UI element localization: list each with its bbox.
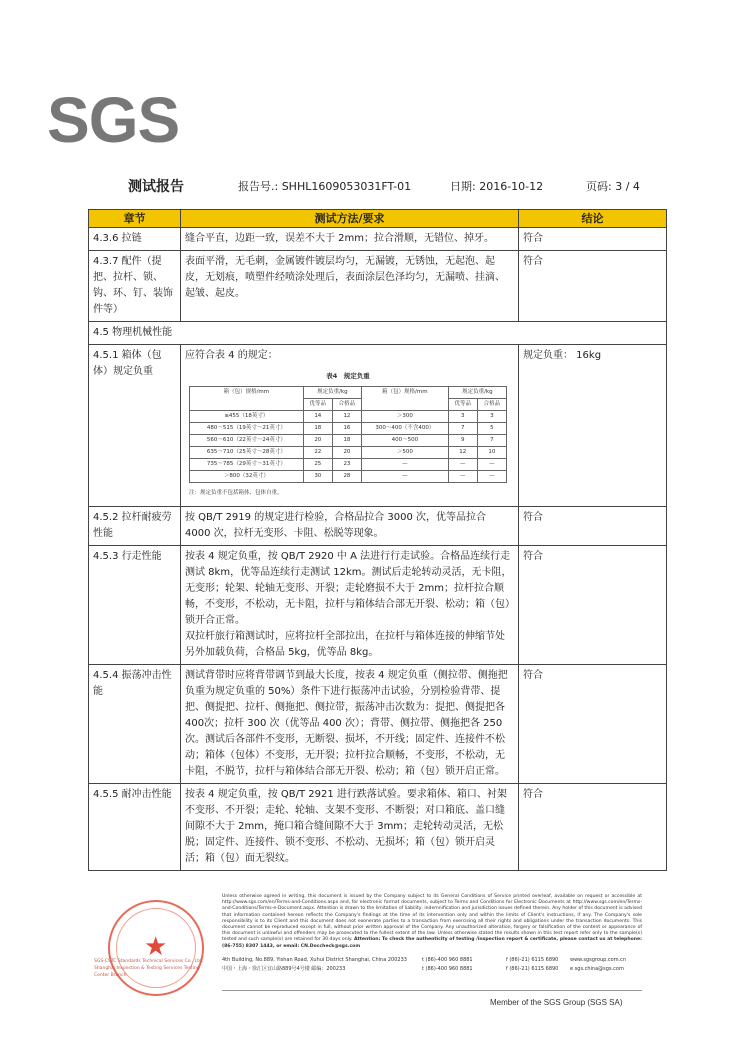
load-cell: 18 [303,423,332,435]
row-result: 符合 [519,228,667,251]
load-table-row [190,459,507,471]
load-table-row [190,471,507,483]
load-cell: 28 [332,471,361,483]
table-row [89,345,667,507]
row-method-text: 应符合表 4 的规定： [185,350,278,361]
row-section: 4.5.2 拉杆耐疲劳性能 [89,507,181,546]
row-method: 测试背带时应将背带调节到最大长度，按表 4 规定负重（侧拉带、侧拖把负重为规定负重的 50%）条件下进行振荡冲击试验，分别检验背带、提把、侧提把、拉杆、侧拖把、侧拉带，振荡冲击次数为：提把、侧提把各 400次；拉杆 300 次（优等品 400 次）；背带、侧拉带、侧拖把各 250次。测试后各部件不变形，无断裂、损坏，不开线；固定件、连接件不松动；箱体（包体）不变形，无开裂；拉杆拉合顺畅，不变形，不松动，无卡阻，不脱节，拉杆与箱体结合部无开裂、松动；箱（包）锁开启正常。 [181,665,519,784]
load-cell: 20 [332,447,361,459]
load-cell: 10 [477,447,506,459]
load-cell: ≤455（18英寸） [190,411,304,423]
address-row-en [222,956,642,965]
load-cell: 25 [303,459,332,471]
report-header [128,176,668,194]
load-cell: 735～785（29英寸～31英寸） [190,459,304,471]
load-cell: ＞300 [362,411,449,423]
load-cell: 5 [477,423,506,435]
authenticity-notice: Attention: To check the authenticity of testing /inspection report & certificate, please contact us at telephone: (86-755) 8307 1443, or email: CN.Doccheck@sgs.com [222,937,642,949]
load-cell: 12 [448,447,477,459]
group-title: 4.5 物理机械性能 [89,322,667,345]
load-cell: — [362,471,449,483]
row-section: 4.5.3 行走性能 [89,546,181,665]
load-table-figure [189,368,507,501]
row-method: 表面平滑，无毛刺，金属镀件镀层均匀，无漏镀，无锈蚀，无起泡、起皮，无划痕，喷塑件经喷涂处理后，表面涂层色泽均匀，无漏喷、挂滴、起皱、起皮。 [181,251,519,322]
report-number: 报告号.: SHHL1609053031FT-01 [238,180,412,193]
load-cell: 12 [332,411,361,423]
row-method: 按 QB/T 2919 的规定进行检验，合格品拉合 3000 次，优等品拉合 4000 次，拉杆无变形、卡阻、松脱等现象。 [181,507,519,546]
load-cell: 16 [332,423,361,435]
load-cell: 9 [448,435,477,447]
page-number: 页码: 3 / 4 [586,180,640,193]
table-row [89,228,667,251]
row-method-text-2: 双拉杆旅行箱测试时，应将拉杆全部拉出，在拉杆与箱体连接的伸缩节处另外加载负荷，合格品 5kg，优等品 8kg。 [185,631,505,658]
load-table-row [190,435,507,447]
load-cell: 23 [332,459,361,471]
address-row-cn [222,965,642,974]
load-table-head: 合格品 [332,399,361,411]
load-table-caption: 表4 规定负重 [326,372,370,380]
load-table-head: 箱（包）规格/mm [190,387,304,411]
sgs-member-statement: Member of the SGS Group (SGS SA) [490,998,623,1007]
load-cell: 400～500 [362,435,449,447]
load-cell: — [448,459,477,471]
disclaimer-text: Unless otherwise agreed in writing, this document is issued by the Company subject to its General Conditions of Service printed overleaf, available on request or accessible at http://www.sgs.com/en/Terms-and-Conditions.aspx and, for electronic format documents, subject to Terms and Conditions for Electronic Documents at http://www.sgs.com/en/Terms-and-Conditions/Terms-e-Document.aspx. Attention is drawn to the limitation of liability, indemnification and jurisdiction issues defined therein. Any holder of this document is advised that information contained hereon reflects the Company's findings at the time of its intervention only and within the limits of Client's instructions, if any. The Company's sole responsibility is to its Client and this document does not exonerate parties to a transaction from exercising all their rights and obligations under the transaction documents. This document cannot be reproduced except in full, without prior written approval of the Company. Any unauthorized alteration, forgery or falsification of the content or appearance of this document is unlawful and offenders may be prosecuted to the fullest extent of the law. Unless otherwise stated the results shown in this test report refer only to the sample(s) tested and such sample(s) are retained for 30 days only. [222,894,642,943]
company-seal-icon [108,900,204,996]
row-result: 符合 [519,507,667,546]
column-header-method: 测试方法/要求 [181,210,519,228]
row-result: 符合 [519,665,667,784]
page-footer [0,890,750,1061]
load-cell: 20 [303,435,332,447]
row-method: 按表 4 规定负重，按 QB/T 2921 进行跌落试验。要求箱体、箱口、衬架不变形、不开裂；走轮、轮轴、支架不变形、不断裂；对口箱底、盖口缝间隙不大于 2mm，掩口箱合缝间隙不大于 3mm；走轮转动灵活，无松脱；固定件、连接件、锁不变形、不松动、无损坏；箱（包）锁开启灵活；箱（包）面无裂纹。 [181,784,519,871]
load-cell: 3 [477,411,506,423]
load-table-row [190,447,507,459]
sgs-logo: SGS [47,84,180,156]
footer-disclaimer [222,894,642,950]
load-table [189,386,507,483]
test-results-table [88,209,667,871]
row-section: 4.5.4 振荡冲击性能 [89,665,181,784]
load-table-head: 箱（包）规格/mm [362,387,449,411]
table-row [89,251,667,322]
load-cell: 480～515（19英寸～21英寸） [190,423,304,435]
address-en: 4th Building, No.889, Yishan Road, Xuhui District Shanghai, China 200233 [222,957,407,963]
load-cell: ＞500 [362,447,449,459]
fax: f (86)-21) 6115 6890 [506,966,559,972]
table-row [89,546,667,665]
load-table-row [190,411,507,423]
table-group-row [89,322,667,345]
load-table-head: 优等品 [448,399,477,411]
table-row [89,507,667,546]
row-result: 符合 [519,251,667,322]
stamp-text: SGS-CSTC Standards Technical Services Co., Ltd. Shanghai Inspection & Testing Services Testing Center Branch [94,959,204,978]
telephone: t (86)-400 960 8881 [422,957,473,963]
load-cell: 3 [448,411,477,423]
row-method-text: 按表 4 规定负重，按 QB/T 2920 中 A 法进行行走试验。合格品连续行走测试 8km，优等品连续行走测试 12km。测试后走轮转动灵活，无卡阻，无变形；轮架、轮轴无变形、开裂；走轮磨损不大于 2mm；拉杆拉合顺畅，不变形，不松动，无卡阻，拉杆与箱体结合部无开裂、松动；箱（包）锁开合正常。 [185,551,512,626]
load-cell: ＞800（32英寸） [190,471,304,483]
row-method: 缝合平直，边距一致，误差不大于 2mm；拉合滑顺，无错位、掉牙。 [181,228,519,251]
load-cell: — [448,471,477,483]
table-row [89,665,667,784]
report-title: 测试报告 [128,179,184,195]
row-section: 4.5.5 耐冲击性能 [89,784,181,871]
load-cell: 22 [303,447,332,459]
table-header-row [89,210,667,228]
address-cn: 中国・上海・徐汇区宜山路889号4号楼 邮编：200233 [222,966,346,972]
column-header-result: 结论 [519,210,667,228]
footer-address [222,956,642,974]
email-link[interactable]: e sgs.china@sgs.com [570,966,624,972]
row-method [181,345,519,507]
website-link[interactable]: www.sgsgroup.com.cn [570,957,627,963]
load-cell: 300～400（不含400） [362,423,449,435]
load-cell: 7 [448,423,477,435]
seal-star-icon: ★ [144,932,168,962]
load-cell: — [477,459,506,471]
row-result: 符合 [519,784,667,871]
load-cell: — [477,471,506,483]
footer-divider [222,990,642,991]
row-section: 4.5.1 箱体（包体）规定负重 [89,345,181,507]
load-table-head: 规定负重/kg [448,387,506,399]
telephone: t (86)-400 960 8881 [422,966,473,972]
load-cell: — [362,459,449,471]
row-method [181,546,519,665]
table-row [89,784,667,871]
load-table-head: 优等品 [303,399,332,411]
row-result: 规定负重： 16kg [519,345,667,507]
load-table-head: 合格品 [477,399,506,411]
load-table-head: 规定负重/kg [303,387,361,399]
fax: f (86)-21) 6115 6890 [506,957,559,963]
load-cell: 14 [303,411,332,423]
load-cell: 560～610（22英寸～24英寸） [190,435,304,447]
column-header-section: 章节 [89,210,181,228]
load-table-row [190,423,507,435]
row-section: 4.3.6 拉链 [89,228,181,251]
load-cell: 7 [477,435,506,447]
load-table-note: 注：规定负重不包括箱体、包体自重。 [189,490,283,496]
load-cell: 18 [332,435,361,447]
report-date: 日期: 2016-10-12 [450,180,544,193]
row-result: 符合 [519,546,667,665]
row-section: 4.3.7 配件（提把、拉杆、锁、钩、环、钉、装饰件等） [89,251,181,322]
load-cell: 635～710（25英寸～28英寸） [190,447,304,459]
load-cell: 30 [303,471,332,483]
